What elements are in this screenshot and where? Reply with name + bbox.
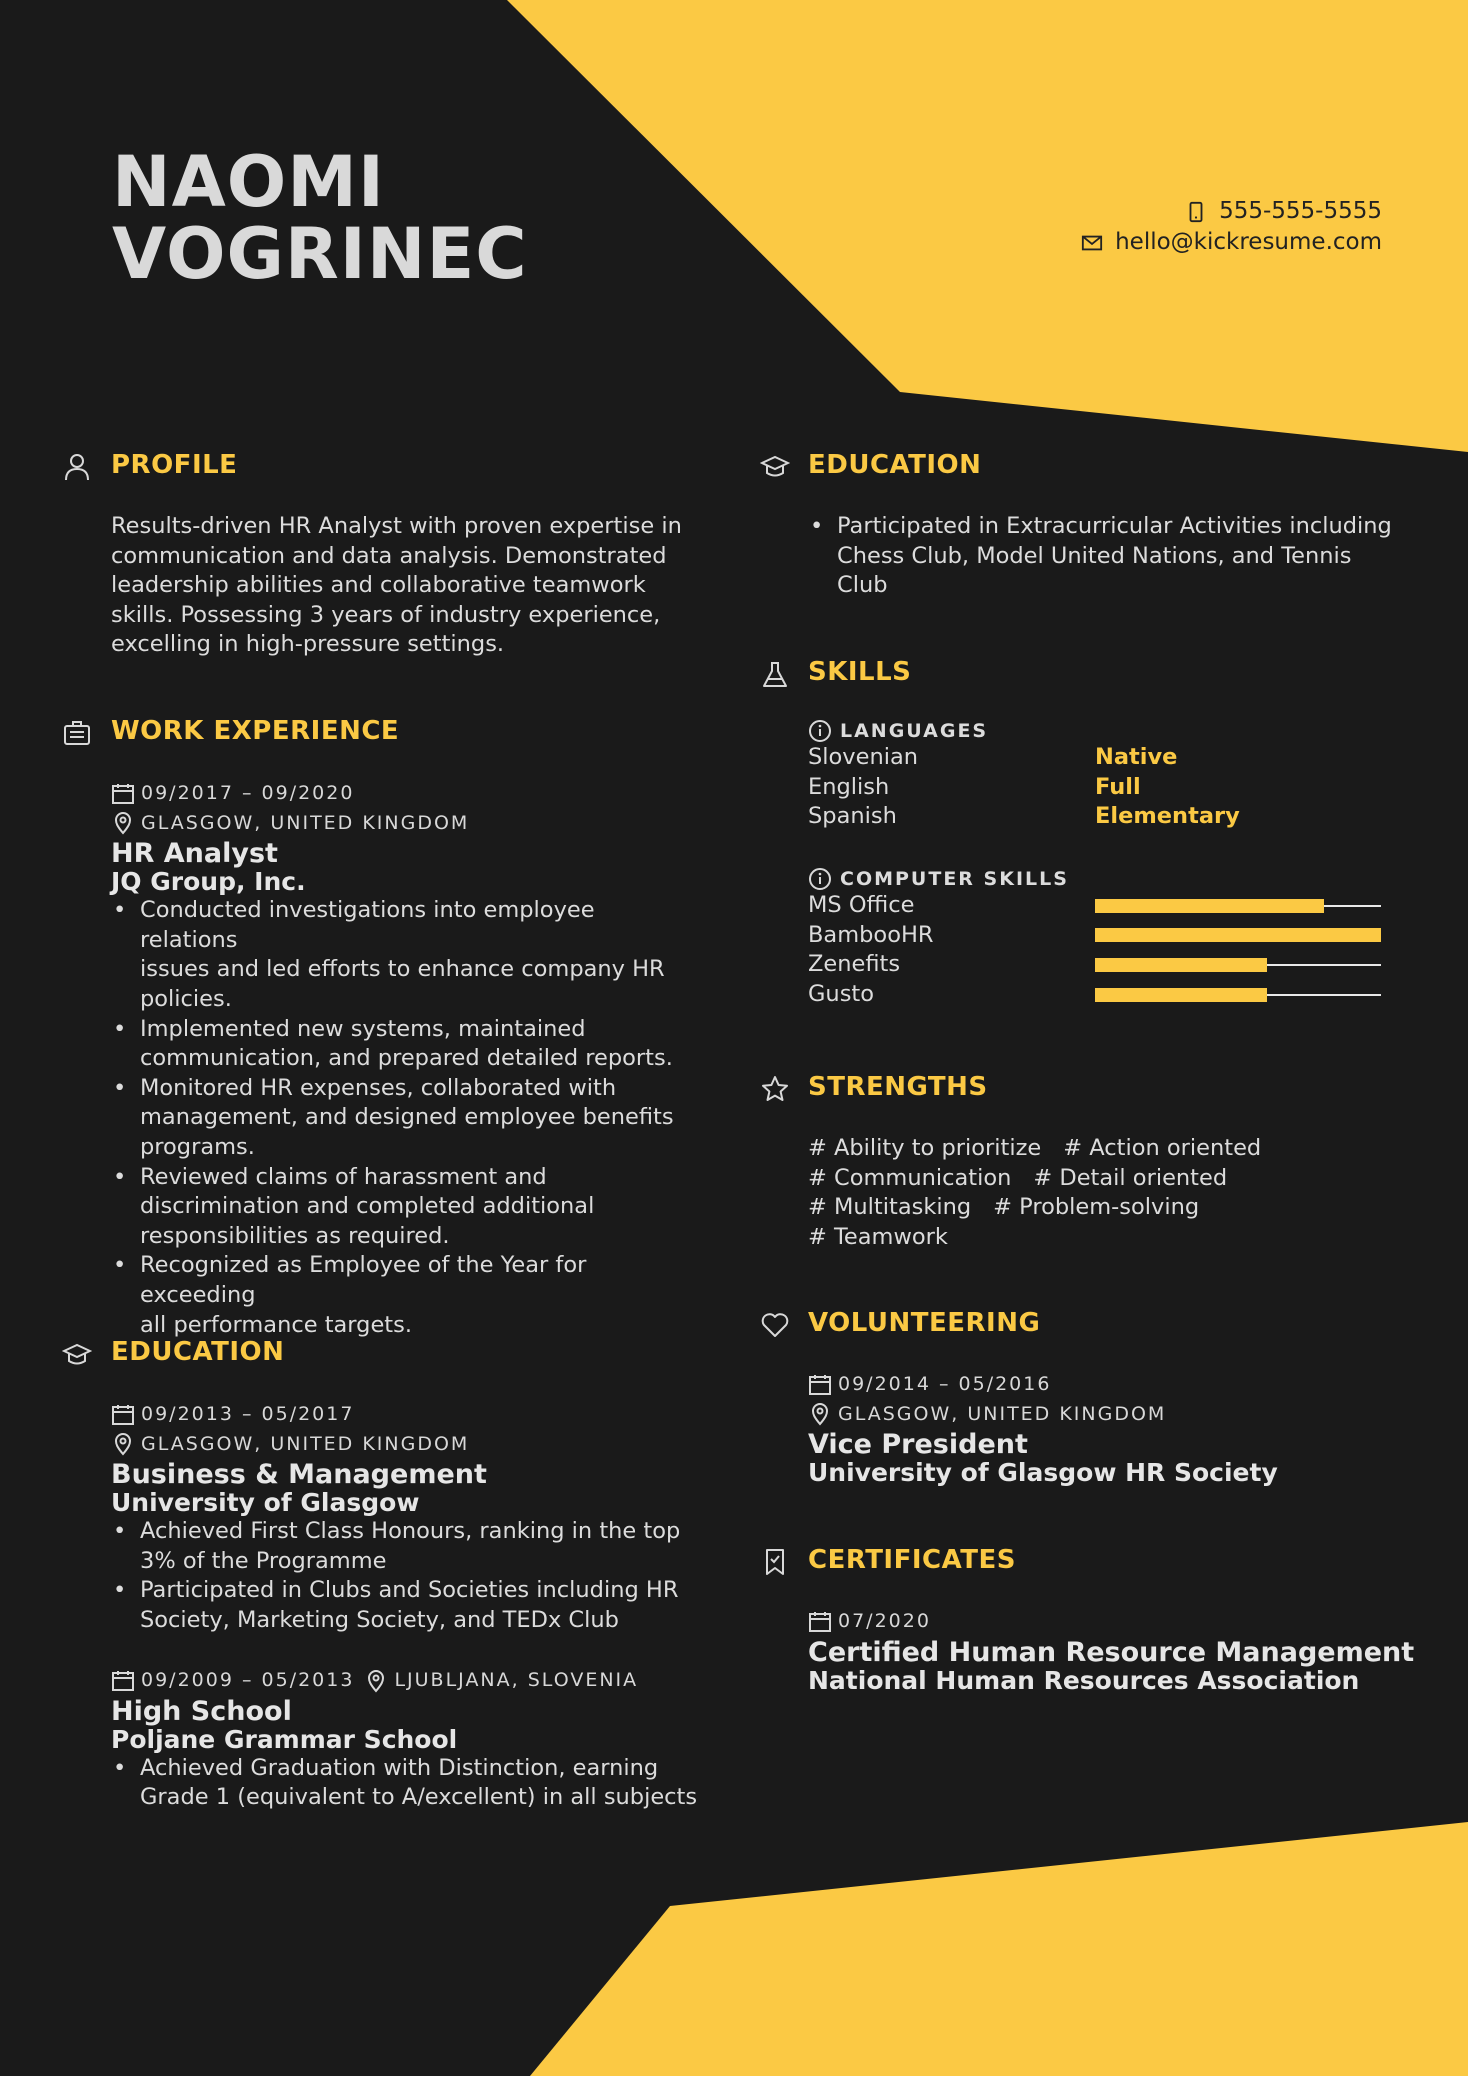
skill-level-fill	[1095, 988, 1267, 1002]
phone-number[interactable]: 555-555-5555	[1219, 198, 1382, 224]
volunteer-org: University of Glasgow HR Society	[808, 1458, 1278, 1488]
strengths-list	[808, 1134, 1268, 1252]
certificate-entry	[808, 1607, 1428, 1695]
education-right-body	[808, 512, 1408, 601]
profile-title: PROFILE	[111, 450, 238, 480]
date-text: 09/2009 – 05/2013	[141, 1669, 355, 1691]
location-text: GLASGOW, UNITED KINGDOM	[838, 1402, 1167, 1425]
list-item: • Participated in Extracurricular Activities including Chess Club, Model United Nations, and Tennis Club	[808, 512, 1408, 601]
language-row	[808, 743, 1383, 773]
profile-line: skills. Possessing 3 years of industry experience,	[111, 601, 661, 628]
mail-icon	[1081, 232, 1103, 254]
certificate-issuer: National Human Resources Association	[808, 1665, 1360, 1695]
profile-summary	[111, 512, 691, 660]
languages-heading: LANGUAGES	[808, 719, 1383, 743]
education-location	[111, 1430, 691, 1460]
skill-row	[808, 950, 1383, 980]
company-name: JQ Group, Inc.	[111, 867, 306, 897]
skill-level-fill	[1095, 928, 1381, 942]
language-name: Spanish	[808, 803, 897, 830]
certificates-title: CERTIFICATES	[808, 1545, 1016, 1575]
email-address[interactable]: hello@kickresume.com	[1115, 229, 1382, 255]
certificate-name: Certified Human Resource Management	[808, 1636, 1415, 1668]
flask-icon	[760, 660, 790, 690]
work-experience-title: WORK EXPERIENCE	[111, 716, 400, 746]
location-pin-icon	[364, 1669, 388, 1693]
volunteering-title: VOLUNTEERING	[808, 1308, 1041, 1338]
date-text: 09/2017 – 09/2020	[141, 782, 355, 804]
work-date	[111, 779, 691, 809]
school-name: Poljane Grammar School	[111, 1724, 458, 1754]
skill-level-fill	[1095, 958, 1267, 972]
first-name: NAOMI	[112, 141, 385, 223]
language-level: Elementary	[1095, 803, 1240, 830]
volunteering-location	[808, 1400, 1408, 1430]
language-level: Native	[1095, 744, 1178, 770]
education-entry	[111, 1666, 731, 1813]
date-text: 07/2020	[838, 1610, 931, 1632]
skill-row	[808, 921, 1383, 951]
job-role: HR Analyst	[111, 838, 278, 870]
last-name: VOGRINEC	[112, 213, 528, 295]
date-text: 09/2013 – 05/2017	[141, 1403, 355, 1425]
volunteering-date	[808, 1370, 1408, 1400]
education-entry	[111, 1400, 691, 1636]
email-row	[1081, 227, 1382, 258]
profile-line: leadership abilities and collaborative teamwork	[111, 572, 646, 599]
degree-name: Business & Management	[111, 1459, 487, 1491]
language-level: Full	[1095, 773, 1141, 800]
education-date	[111, 1400, 691, 1430]
location-pin-icon	[808, 1402, 832, 1426]
phone-row	[1081, 196, 1382, 227]
bookmark-icon	[760, 1547, 790, 1577]
profile-line: excelling in high-pressure settings.	[111, 631, 505, 658]
calendar-icon	[111, 782, 135, 806]
strength-tag: # Teamwork	[808, 1223, 948, 1250]
volunteer-role: Vice President	[808, 1429, 1028, 1461]
work-entry	[111, 779, 691, 1340]
skill-level-fill	[1095, 899, 1324, 913]
education-bullets	[111, 1754, 731, 1813]
skills-title: SKILLS	[808, 657, 912, 687]
language-name: Slovenian	[808, 744, 919, 770]
graduation-cap-icon	[62, 1340, 92, 1370]
strength-tag: # Ability to prioritize	[808, 1135, 1042, 1161]
list-item: • Conducted investigations into employee relations issues and led efforts to enhance company HR policies.	[111, 896, 691, 1014]
strength-tag: # Multitasking	[808, 1194, 972, 1221]
list-item: • Participated in Clubs and Societies including HR Society, Marketing Society, and TEDx Club	[111, 1576, 691, 1635]
info-icon	[808, 719, 832, 743]
location-pin-icon	[111, 811, 135, 835]
briefcase-icon	[62, 718, 92, 748]
list-item: • Achieved Graduation with Distinction, earning Grade 1 (equivalent to A/excellent) in all subjects	[111, 1754, 731, 1813]
work-bullets	[111, 896, 691, 1340]
skill-level-bar	[1095, 958, 1381, 972]
candidate-name	[112, 141, 528, 295]
certificate-date	[808, 1607, 1428, 1637]
location-text: GLASGOW, UNITED KINGDOM	[141, 1432, 470, 1455]
strength-tag: # Detail oriented	[1033, 1164, 1228, 1191]
heart-icon	[760, 1310, 790, 1340]
list-item: • Monitored HR expenses, collaborated with management, and designed employee benefits programs.	[111, 1074, 691, 1163]
skill-row	[808, 980, 1383, 1010]
languages-block	[808, 719, 1383, 832]
list-item: • Implemented new systems, maintained communication, and prepared detailed reports.	[111, 1015, 691, 1074]
computer-skills-heading: COMPUTER SKILLS	[808, 867, 1383, 891]
skill-level-bar	[1095, 899, 1381, 913]
graduation-cap-icon	[760, 452, 790, 482]
user-icon	[62, 452, 92, 482]
skill-name: BambooHR	[808, 921, 934, 948]
education-right-title: EDUCATION	[808, 450, 982, 480]
education-date-location	[111, 1666, 731, 1696]
skill-level-bar	[1095, 928, 1381, 942]
calendar-icon	[808, 1373, 832, 1397]
language-name: English	[808, 773, 890, 800]
strength-tag: # Problem-solving	[993, 1194, 1200, 1221]
skill-level-bar	[1095, 988, 1381, 1002]
info-icon	[808, 867, 832, 891]
location-text: GLASGOW, UNITED KINGDOM	[141, 811, 470, 834]
list-item: • Achieved First Class Honours, ranking in the top 3% of the Programme	[111, 1517, 691, 1576]
date-text: 09/2014 – 05/2016	[838, 1373, 1052, 1395]
calendar-icon	[111, 1403, 135, 1427]
school-name: University of Glasgow	[111, 1488, 420, 1518]
phone-icon	[1185, 201, 1207, 223]
location-pin-icon	[111, 1432, 135, 1456]
list-item: • Reviewed claims of harassment and discrimination and completed additional responsibilities as required.	[111, 1163, 691, 1252]
strength-tag: # Communication	[808, 1164, 1012, 1191]
education-right-bullets	[808, 512, 1408, 601]
skill-name: Gusto	[808, 980, 875, 1007]
contact-block	[1081, 196, 1382, 258]
profile-line: communication and data analysis. Demonstrated	[111, 542, 667, 569]
computer-skills-block	[808, 867, 1383, 1009]
profile-line: Results-driven HR Analyst with proven expertise in	[111, 513, 682, 539]
skill-row	[808, 891, 1383, 921]
language-row	[808, 773, 1383, 803]
skill-name: MS Office	[808, 892, 915, 918]
education-title: EDUCATION	[111, 1337, 285, 1367]
degree-name: High School	[111, 1695, 292, 1727]
education-bullets	[111, 1517, 691, 1635]
work-location	[111, 809, 691, 839]
strengths-title: STRENGTHS	[808, 1072, 988, 1102]
star-icon	[760, 1074, 790, 1104]
calendar-icon	[808, 1610, 832, 1634]
list-item: • Recognized as Employee of the Year for exceeding all performance targets.	[111, 1251, 691, 1340]
strength-tag: # Action oriented	[1063, 1135, 1262, 1161]
location-text: LJUBLJANA, SLOVENIA	[394, 1669, 639, 1691]
language-row	[808, 802, 1383, 832]
volunteering-entry	[808, 1370, 1408, 1487]
skill-name: Zenefits	[808, 951, 901, 978]
bottom-yellow-shape	[530, 1822, 1468, 2076]
calendar-icon	[111, 1669, 135, 1693]
